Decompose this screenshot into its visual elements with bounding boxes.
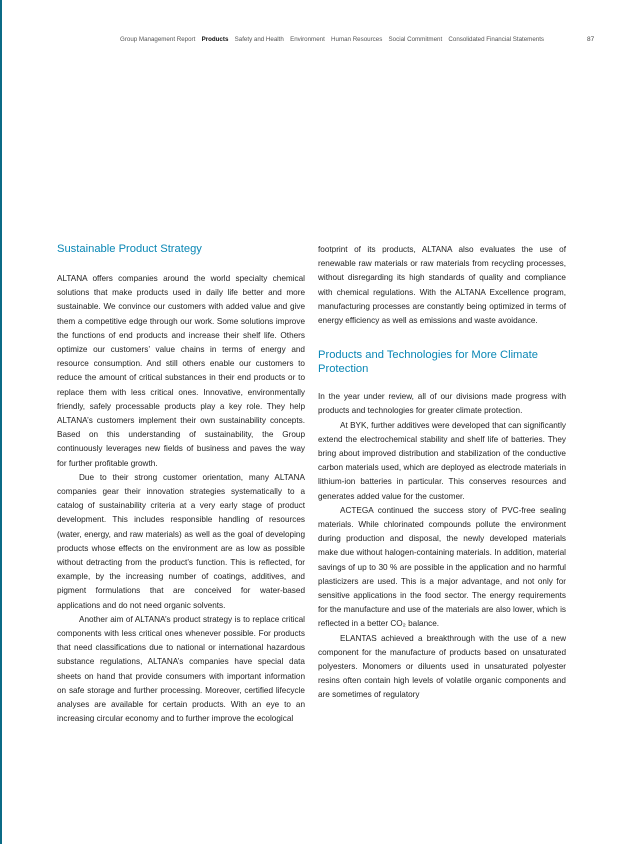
paragraph: In the year under review, all of our divisions made progress with products and technologies for greater climate protection.	[318, 392, 566, 416]
right-column	[318, 243, 566, 703]
paragraph: At BYK, further additives were developed that can significantly extend the electrochemical stability and shelf life of batteries. They bring about improved distribution and stabilization of the conductive carbon materials used, which are deployed as electrode materials in lithium-ion batteries in particular. This conserves resources and generates added value for the customer.	[318, 420, 566, 501]
section-heading-sustainable-product-strategy: Sustainable Product Strategy	[57, 243, 202, 255]
nav-item-human-resources[interactable]: Human Resources	[331, 36, 383, 43]
nav-item-social-commitment[interactable]: Social Commitment	[388, 36, 443, 43]
section-heading-climate-protection: Products and Technologies for More Climate Protection	[318, 349, 538, 376]
paragraph: ELANTAS achieved a breakthrough with the use of a new component for the manufacture of products based on unsaturated polyesters. Monomers or diluents used in unsaturated polyester resins often contain high levels of volatile organic components and are sometimes of regulatory	[318, 633, 566, 700]
left-column	[57, 240, 305, 727]
page-number: 87	[587, 36, 595, 43]
paragraph: ALTANA offers companies around the world specialty chemical solutions that make products used in daily life better and more sustainable. We convince our customers with added value and give them a competitive edge through our work. Some solutions improve the functions of end products and increase their shelf life. Others optimize our customers’ value chains in terms of energy and resource consumption. And still others enable our customers to reduce the amount of critical substances in their end products or to replace them with less critical ones. Innovative, environmentally friendly, safely processable products play a key role. They help ALTANA’s customers implement their own sustainability concepts. Based on this understanding of sustainability, the Group continuously leverages new fields of business and paves the way for further profitable growth.	[57, 274, 305, 468]
nav-item-group-management-report[interactable]: Group Management Report	[120, 36, 196, 43]
paragraph: Another aim of ALTANA’s product strategy is to replace critical components with less critical ones whenever possible. For products that need classifications due to national or international hazardous substance regulations, ALTANA’s companies have special data sheets on hand that provide consumers with important information on safe storage and further processing. Moreover, certified lifecycle analyses are available for certain products. With an eye to an increasing circular economy and to further improve the ecological	[57, 614, 305, 724]
nav-item-safety-and-health[interactable]: Safety and Health	[234, 36, 284, 43]
paragraph-continuation: footprint of its products, ALTANA also evaluates the use of renewable raw materials or raw materials from recycling processes, without disregarding its high standards of quality and compliance with chemical regulations. With the ALTANA Excellence program, manufacturing processes are constantly being optimized in terms of energy efficiency as well as emissions and waste avoidance.	[318, 245, 566, 326]
nav-item-products[interactable]: Products	[201, 36, 229, 43]
paragraph: Due to their strong customer orientation, many ALTANA companies gear their innovation strategies systematically to a catalog of sustainability criteria at a very early stage of product development. This includes responsible handling of resources (water, energy, and raw materials) as well as the goal of developing products whose effects on the environment are as low as possible without detracting from the product’s function. This is reflected, for example, by the increasing number of coatings, additives, and pigment formulations that are conceived for water-based applications and do not need organic solvents.	[57, 472, 305, 610]
page-edge-bar	[0, 0, 2, 844]
nav-item-consolidated-financial-statements[interactable]: Consolidated Financial Statements	[448, 36, 545, 43]
top-navigation	[120, 36, 549, 43]
paragraph: ACTEGA continued the success story of PVC-free sealing materials. While chlorinated compounds pollute the environment during production and disposal, the newly developed materials make due without halogen-containing materials. In addition, material savings of up to 30 % are possible in the application and no harmful plasticizers are used. This is a major advantage, and not only for sensitive applications in the food sector. The energy requirements for the manufacture and use of the materials are also lower, which is reflected in a better CO₂ balance.	[318, 505, 566, 629]
nav-item-environment[interactable]: Environment	[290, 36, 325, 43]
